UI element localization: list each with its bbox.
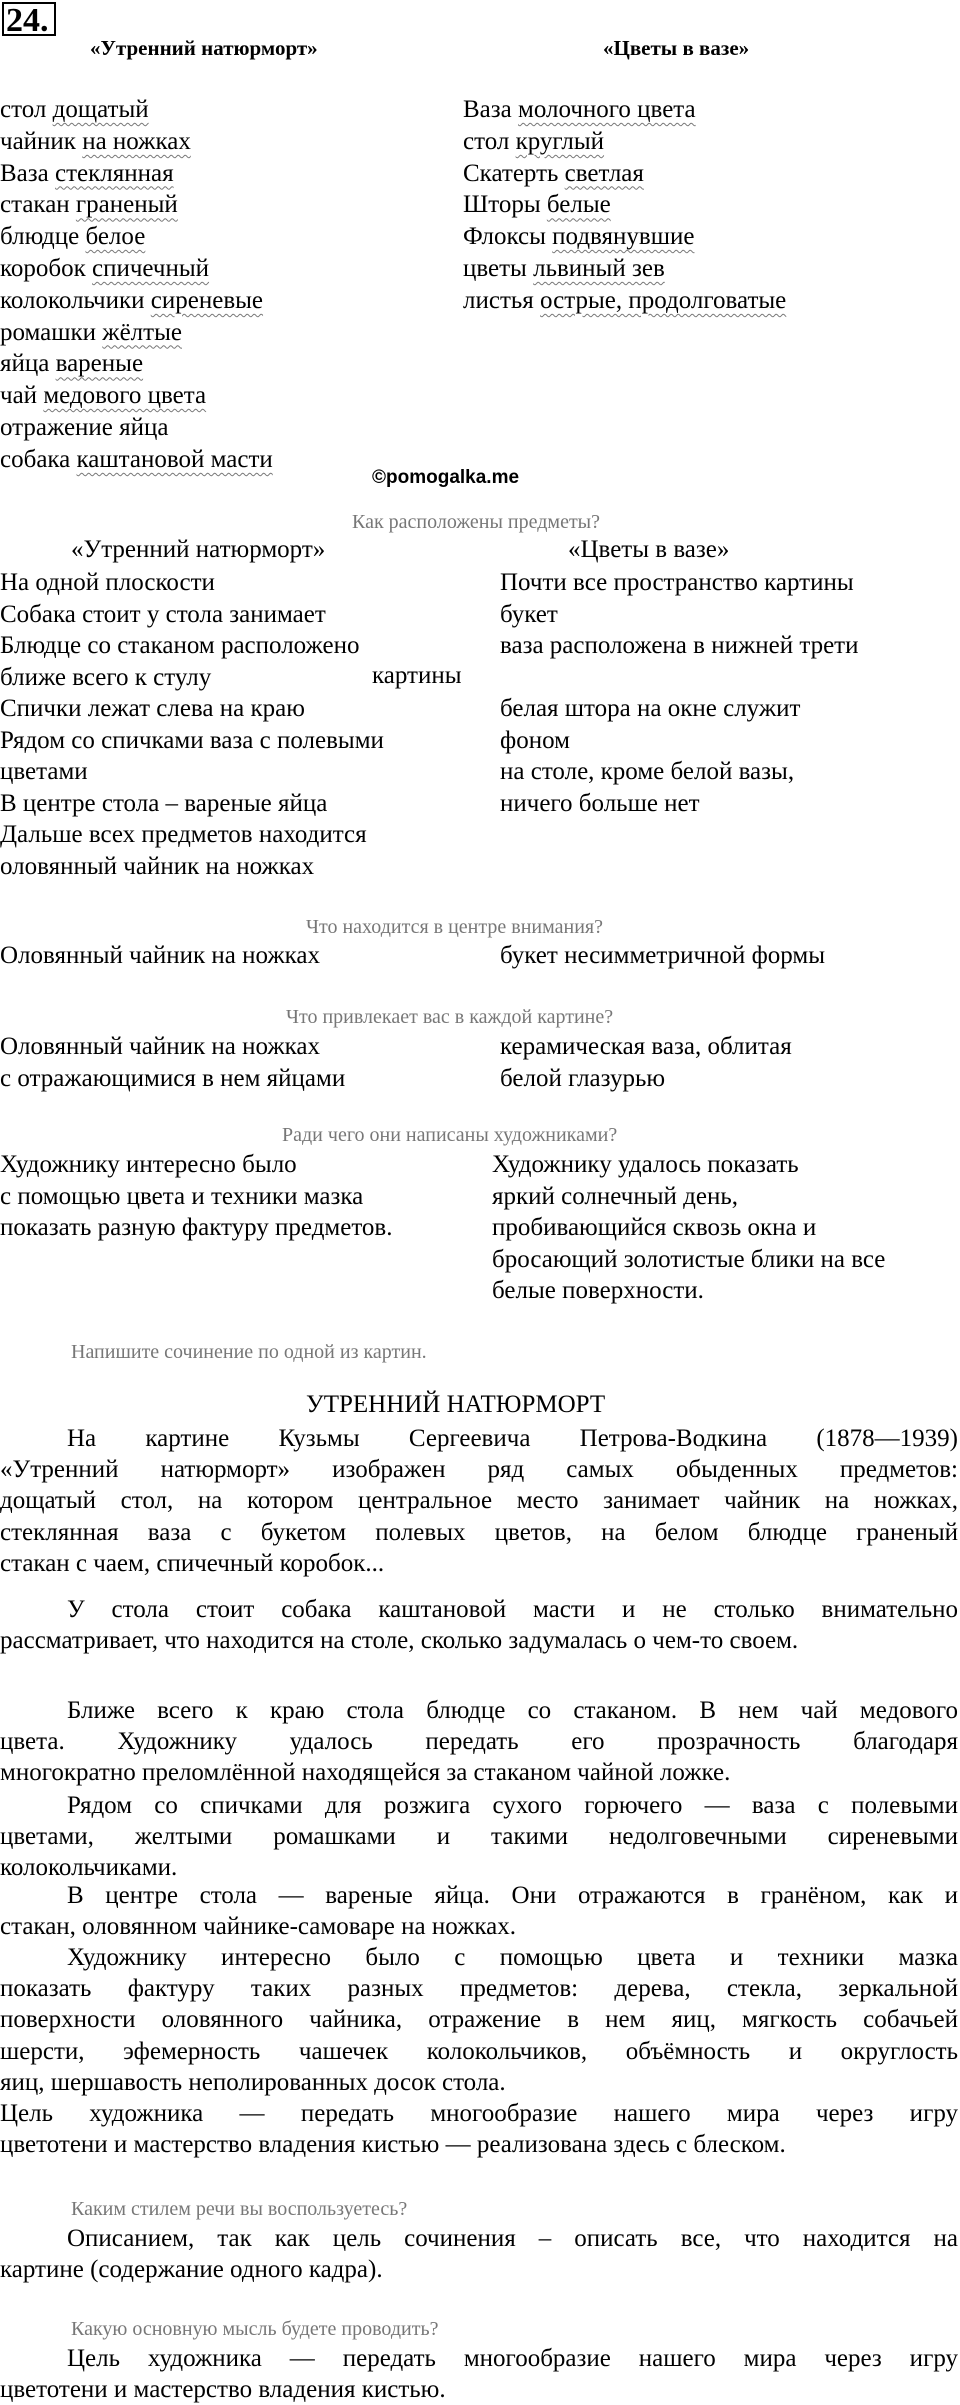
text-line: керамическая ваза, облитая (500, 1033, 792, 1060)
paragraph-line: цвета. Художнику удалось передать его прозрачность благодаря (0, 1728, 958, 1756)
text-line: Собака стоит у стола занимает (0, 600, 326, 628)
text-line: На одной плоскости (0, 569, 215, 596)
word-pair (463, 189, 786, 221)
column-header-right: «Цветы в вазе» (603, 36, 750, 60)
question-focus: Что находится в центре внимания? (306, 916, 603, 938)
noun: яйца (0, 350, 50, 378)
adjective: острые, продолговатые (540, 286, 787, 314)
essay-paragraph-4 (0, 1790, 958, 1884)
paragraph-line: картине (содержание одного кадра). (0, 2256, 383, 2284)
subheader-left: «Утренний натюрморт» (71, 536, 326, 563)
paragraph-line: яиц, шершавость неполированных досок стола. (0, 2068, 506, 2096)
noun: колокольчики (0, 286, 145, 314)
watermark: ©pomogalka.me (372, 467, 520, 488)
adjective: белые (546, 191, 611, 219)
subheader-right: «Цветы в вазе» (568, 536, 730, 563)
left-word-list (0, 94, 273, 476)
adjective: подвянувшие (552, 223, 695, 251)
text-line: показать разную фактуру предметов. (0, 1214, 393, 1241)
paragraph-line: Цель художника — передать многообразие нашего мира через игру (67, 2345, 958, 2372)
noun: отражение яйца (0, 413, 169, 441)
text-line: В центре стола – вареные яйца (0, 789, 328, 817)
question-essay: Напишите сочинение по одной из картин. (71, 1341, 427, 1363)
text-line: белая штора на окне служит (500, 695, 801, 722)
answer-style (0, 2223, 958, 2285)
text-line: белые поверхности. (492, 1277, 704, 1304)
paragraph-line: стакан, оловянном чайнике-самоваре на ножках. (0, 1913, 516, 1941)
adjective: львиный зев (533, 254, 665, 282)
paragraph-line: цветами, желтыми ромашками и такими недолговечными сиреневыми (0, 1823, 958, 1851)
word-pair (0, 348, 273, 380)
right-word-list (463, 94, 786, 317)
text-line: оловянный чайник на ножках (0, 852, 315, 880)
paragraph-line: Цель художника — передать многообразие нашего мира через игру (0, 2100, 958, 2127)
word-pair (0, 158, 273, 190)
noun: листья (463, 286, 534, 314)
adjective: спичечный (92, 254, 210, 282)
adjective: стеклянная (55, 159, 174, 187)
text-line: букет (500, 600, 558, 628)
text-line: белой глазурью (500, 1064, 666, 1092)
text-line: цветами (0, 758, 88, 785)
paragraph-line: цветотени и мастерство владения кистью — реализована здесь с блеском. (0, 2131, 786, 2159)
paragraph-line: колокольчиками. (0, 1854, 178, 1882)
text-line: с помощью цвета и техники мазка (0, 1182, 364, 1210)
noun: собака (0, 445, 71, 473)
noun: коробок (0, 254, 86, 282)
adjective: круглый (515, 127, 605, 155)
noun: ромашки (0, 318, 97, 346)
text-line: пробивающийся сквозь окна и (492, 1214, 817, 1241)
paragraph-line: Рядом со спичками для розжига сухого горючего — ваза с полевыми (67, 1792, 958, 1819)
text-line: Почти все пространство картины (500, 569, 854, 596)
column-header-left: «Утренний натюрморт» (90, 36, 318, 60)
noun: стол (463, 127, 510, 155)
word-pair (0, 253, 273, 285)
paragraph-line: Ближе всего к краю стола блюдце со стаканом. В нем чай медового (67, 1697, 958, 1724)
text-line: Дальше всех предметов находится (0, 821, 367, 848)
purpose-left (0, 1149, 392, 1244)
text-line: фоном (500, 726, 570, 754)
paragraph-line: стеклянная ваза с букетом полевых цветов, на белом блюдце граненый (0, 1518, 958, 1546)
word-pair (0, 412, 273, 444)
word-pair (0, 126, 273, 158)
text-line: Оловянный чайник на ножках (0, 1033, 321, 1060)
question-arrangement: Как расположены предметы? (352, 511, 600, 533)
paragraph-line: Художнику интересно было с помощью цвета и техники мазка (67, 1944, 958, 1971)
paragraph-line: На картине Кузьмы Сергеевича Петрова-Водкина (1878—1939) (67, 1425, 958, 1452)
purpose-right (492, 1149, 885, 1307)
word-pair (0, 221, 273, 253)
text-line: Блюдце со стаканом расположено (0, 632, 360, 659)
noun: блюдце (0, 223, 80, 251)
focus-right: букет несимметричной формы (500, 942, 825, 969)
adjective: медового цвета (43, 382, 207, 410)
word-pair (0, 285, 273, 317)
adjective: белое (85, 223, 146, 251)
noun: чай (0, 382, 38, 410)
word-pair (0, 94, 273, 126)
text-line (500, 662, 858, 694)
noun: цветы (463, 254, 527, 282)
task-number: 24. (2, 2, 56, 36)
noun: Ваза (463, 96, 512, 123)
paragraph-line: шерсти, эфемерность чашечек колокольчиков, объёмность и округлость (0, 2037, 958, 2065)
focus-left: Оловянный чайник на ножках (0, 942, 321, 969)
attraction-right (500, 1031, 792, 1094)
adjective: вареные (55, 350, 144, 378)
noun: Шторы (463, 191, 541, 219)
text-line: яркий солнечный день, (492, 1182, 738, 1210)
word-pair (463, 158, 786, 190)
text-line: Художнику интересно было (0, 1151, 297, 1178)
adjective: молочного цвета (518, 96, 696, 123)
paragraph-line: В центре стола — вареные яйца. Они отражаются в гранёном, как и (67, 1882, 958, 1909)
question-purpose: Ради чего они написаны художниками? (282, 1124, 618, 1146)
word-pair (0, 444, 273, 476)
adjective: граненый (75, 191, 178, 219)
adjective: на ножках (82, 127, 191, 155)
word-pair (0, 317, 273, 349)
word-pair (463, 221, 786, 253)
noun: стол (0, 96, 47, 123)
paragraph-line: рассматривает, что находится на столе, сколько задумалась о чем-то своем. (0, 1627, 799, 1655)
attraction-left (0, 1031, 345, 1094)
text-line: Спички лежат слева на краю (0, 695, 305, 722)
word-pair (463, 285, 786, 317)
paragraph-line: У стола стоит собака каштановой масти и не столько внимательно (67, 1596, 958, 1623)
text-line: ближе всего к стулу (0, 663, 212, 691)
text-line: ничего больше нет (500, 789, 700, 817)
paragraph-line: показать фактуру таких разных предметов: дерева, стекла, зеркальной (0, 1975, 958, 2003)
paragraph-line: «Утренний натюрморт» изображен ряд самых обыденных предметов: (0, 1456, 958, 1484)
adjective: сиреневые (150, 286, 264, 314)
question-attraction: Что привлекает вас в каждой картине? (286, 1006, 614, 1028)
paragraph-line: Описанием, так как цель сочинения – описать все, что находится на (67, 2225, 958, 2252)
text-line: с отражающимися в нем яйцами (0, 1064, 346, 1092)
paragraph-line: дощатый стол, на котором центральное место занимает чайник на ножках, (0, 1487, 958, 1515)
essay-paragraph-6 (0, 1942, 958, 2098)
question-style: Каким стилем речи вы воспользуетесь? (71, 2198, 408, 2220)
word-pair (0, 189, 273, 221)
text-line: Художнику удалось показать (492, 1151, 799, 1178)
word-pair (463, 253, 786, 285)
word-pair (463, 126, 786, 158)
word-pair (0, 380, 273, 412)
text-line: ваза расположена в нижней трети (500, 632, 859, 659)
adjective: светлая (564, 159, 644, 187)
essay-paragraph-2 (0, 1594, 958, 1656)
text-line: на столе, кроме белой вазы, (500, 758, 795, 785)
word-pair (463, 94, 786, 126)
essay-paragraph-3 (0, 1695, 958, 1789)
arrangement-right (500, 567, 858, 819)
text-line: бросающий золотистые блики на все (492, 1245, 886, 1273)
adjective: дощатый (52, 96, 149, 123)
noun: Ваза (0, 159, 49, 187)
essay-paragraph-5 (0, 1880, 958, 1942)
question-main-idea: Какую основную мысль будете проводить? (71, 2318, 439, 2340)
essay-title: УТРЕННИЙ НАТЮРМОРТ (306, 1391, 606, 1418)
essay-paragraph-7 (0, 2098, 958, 2160)
paragraph-line: цветотени и мастерство владения кистью. (0, 2376, 446, 2404)
paragraph-line: стакан с чаем, спичечный коробок... (0, 1549, 385, 1577)
paragraph-line: многократно преломлённой находящейся за стаканом чайной ложке. (0, 1759, 731, 1787)
essay-paragraph-1 (0, 1423, 958, 1579)
noun: Скатерть (463, 159, 559, 187)
noun: Флоксы (463, 223, 546, 251)
noun: чайник (0, 127, 76, 155)
text-line: Рядом со спичками ваза с полевыми (0, 726, 384, 754)
adjective: каштановой масти (76, 445, 273, 473)
arrangement-left-extra: картины (372, 662, 462, 689)
paragraph-line: поверхности оловянного чайника, отражение в нем яиц, мягкость собачьей (0, 2006, 958, 2034)
noun: стакан (0, 191, 70, 219)
answer-main-idea (0, 2343, 958, 2405)
arrangement-left (0, 567, 384, 882)
adjective: жёлтые (102, 318, 182, 346)
